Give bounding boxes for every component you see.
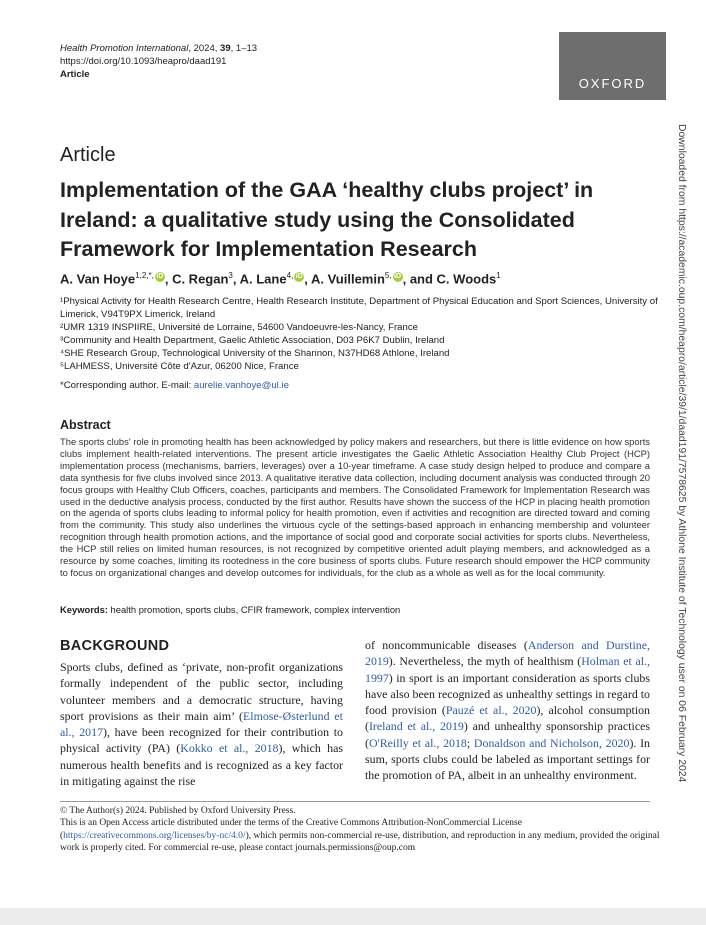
citation-link[interactable]: Pauzé et al., 2020 (445, 703, 537, 718)
corresponding-author (60, 379, 660, 392)
oxford-logo (559, 32, 666, 100)
body-text: ) in sport is an important consideration as sports clubs have also been recognized as unhealthy settings in regard to food provision ( (365, 670, 650, 718)
keywords-label: Keywords: (60, 604, 108, 615)
background-heading: BACKGROUND (60, 638, 170, 654)
affiliation-2: ²UMR 1319 INSPIIRE, Université de Lorraine, 54600 Vandoeuvre-les-Nancy, France (60, 322, 418, 333)
author-separator: , (232, 271, 240, 287)
author-list (60, 271, 660, 286)
orcid-icon[interactable]: iD (295, 273, 303, 280)
body-text: ), alcohol consumption ( (365, 703, 651, 734)
body-text: ) and unhealthy sponsorship practices ( (365, 719, 650, 750)
corresponding-email[interactable]: aurelie.vanhoye@ul.ie (193, 380, 289, 391)
article-title: Implementation of the GAA ‘healthy clubs project’ in Ireland: a qualitative study using the Consolidated Framework for Implementation Research (60, 178, 594, 261)
section-label: Article (60, 144, 116, 166)
body-text: ; (466, 735, 474, 750)
author-affiliation-marker: 3 (228, 271, 233, 280)
author-affiliation-marker: 4, (286, 271, 294, 280)
doi-link[interactable]: https://doi.org/10.1093/heapro/daad191 (60, 56, 227, 67)
background-column-1 (60, 659, 343, 789)
corresponding-label: *Corresponding author. E-mail: (60, 380, 194, 391)
license-post: ), which permits non-commercial re-use, distribution, and reproduction in any medium, provided the original work is properly cited. For commercial re-use, please contact journals.permissions@oup.com (60, 830, 660, 854)
affiliation-5: ⁵LAHMESS, Université Côte d'Azur, 06200 Nice, France (60, 361, 299, 372)
author-name: C. Woods (436, 271, 497, 287)
footnote-divider (60, 801, 650, 802)
body-text: ). Nevertheless, the myth of healthism ( (388, 654, 582, 669)
keywords (60, 604, 660, 615)
author-name: A. Van Hoye (60, 271, 136, 287)
affiliation-4: ⁴SHE Research Group, Technological University of the Shannon, N37HD68 Athlone, Ireland (60, 348, 450, 359)
citation-link[interactable]: Holman et al., 1997 (365, 654, 650, 685)
copyright-footnote (60, 805, 660, 855)
license-link[interactable]: https://creativecommons.org/licenses/by-nc/4.0/ (63, 830, 246, 841)
author-separator: , (304, 271, 311, 287)
author-affiliation-marker: 1 (496, 271, 501, 280)
citation-link[interactable]: Donaldson and Nicholson, 2020 (473, 735, 630, 750)
abstract-heading: Abstract (60, 418, 111, 432)
journal-name: Health Promotion International (60, 43, 189, 54)
background-column-2 (365, 637, 650, 784)
body-text: Sports clubs, defined as ‘private, non-profit organizations formally independent of the public sector, including volunteer members and a democratic structure, having sport provisions as their main aim’ ( (60, 660, 343, 723)
journal-year: , 2024, (188, 43, 221, 54)
abstract-text: The sports clubs' role in promoting health has been acknowledged by policy makers and researchers, but there is little evidence on how sports clubs implement health-related interventions. The present article investigates the Gaelic Athletic Association Healthy Club Project (HCP) implementation process (mechanisms, barriers, leverages) over a 10-year timeframe. A case study design helped to produce and compare a data synthesis for five clubs involved since 2013. A qualitative iterative data collection, including document analysis was conducted through 20 focus groups with Healthy Club Officers, coaches, participants and members. The Consolidated Framework for Implementation Research was used in the deductive analysis process, conducted by the first author. Results have shown the success of the HCP in placing health promotion on the agenda of sports clubs leading to informal policy for health promotion, even if activities and recognition are directed toward and coming from the community. This study also underlines the virtuous cycle of the settings-based approach in enhancing membership and volunteer recognition through health promotion actions, and the importance of social good and corporate social activities for sports clubs. Nevertheless, the HCP still relies on limited human resources, is not recognized by competitive oriented adult playing members, and acknowledged as a resource by some coaches, limiting its rootedness in the core business of sports clubs. Future research should empower the HCP community to focus on organizational changes and develop outcomes for individuals, for the club as a whole as well as for the local community. (60, 436, 650, 578)
affiliations (60, 295, 660, 392)
oxford-logo-text: OXFORD (578, 76, 647, 91)
body-text: of noncommunicable diseases ( (365, 638, 528, 652)
license-pre: This is an Open Access article distributed under the terms of the Creative Commons Attribution-NonCommercial License ( (60, 818, 522, 841)
license-text (60, 817, 660, 854)
journal-volume: 39 (220, 43, 231, 54)
affiliation-3: ³Community and Health Department, Gaelic Athletic Association, D03 P6K7 Dublin, Ireland (60, 335, 445, 346)
download-sidebar-note: Downloaded from https://academic.oup.com/heapro/article/39/1/daad191/7578625 by Athlone Institute of Technology user on 06 February 2024 (676, 124, 687, 783)
article-type: Article (60, 69, 90, 80)
affiliation-1: ¹Physical Activity for Health Research Centre, Health Research Institute, Department of Physical Education and Sport Sciences, University of Limerick, V94T9PX Limerick, Ireland (60, 296, 658, 320)
body-text: ). In sum, sports clubs could be labeled as important settings for the promotion of PA, albeit in an unhealthy environment. (365, 735, 651, 783)
author-affiliation-marker: 1,2,*, (135, 271, 154, 280)
author-name: C. Regan (172, 271, 229, 287)
author-name: A. Lane (239, 271, 287, 287)
citation-link[interactable]: Elmose-Østerlund et al., 2017 (60, 708, 343, 740)
citation-link[interactable]: O'Reilly et al., 2018 (368, 735, 467, 750)
author-name: A. Vuillemin (311, 271, 385, 287)
citation-link[interactable]: Ireland et al., 2019 (368, 719, 464, 734)
body-text: ), which has numerous health benefits and is recognized as a key factor in mitigating against the rise (60, 741, 343, 789)
author-separator: , and (402, 271, 437, 287)
journal-pages: , 1–13 (230, 43, 258, 54)
copyright-line: © The Author(s) 2024. Published by Oxford University Press. (60, 806, 296, 816)
author-separator: , (164, 271, 173, 287)
citation-link[interactable]: Anderson and Durstine, 2019 (365, 638, 650, 669)
author-affiliation-marker: 5, (384, 271, 392, 280)
citation-link[interactable]: Kokko et al., 2018 (180, 741, 279, 756)
orcid-icon[interactable]: iD (394, 273, 402, 280)
journal-header (60, 42, 257, 81)
keywords-text: health promotion, sports clubs, CFIR framework, complex intervention (107, 604, 401, 615)
orcid-icon[interactable]: iD (156, 273, 164, 280)
body-text: ), have been recognized for their contribution to physical activity (PA) ( (60, 725, 344, 756)
